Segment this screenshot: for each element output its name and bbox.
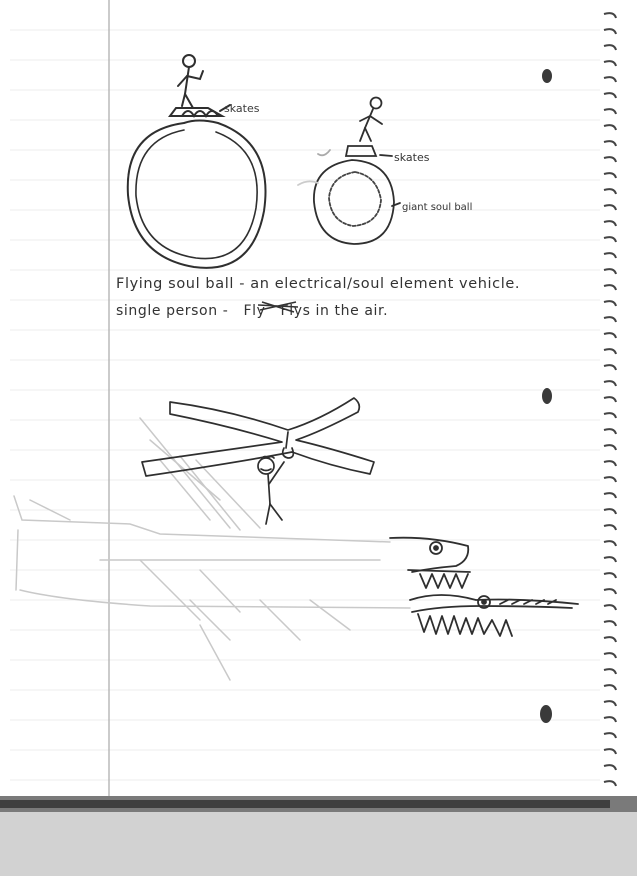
caption-line-2 [116,303,388,319]
label-giant-soul-ball: giant soul ball [402,202,473,213]
caption-line-2-suffix: Flys in the air. [280,303,389,319]
caption-line-2-struck: Fly [243,303,266,319]
scanner-edge [0,796,637,876]
caption-line-2-prefix: single person - [116,303,229,319]
label-skates-left: skates [224,102,260,115]
label-skates-right: skates [394,151,430,164]
caption-line-1: Flying soul ball - an electrical/soul element vehicle. [116,276,521,292]
